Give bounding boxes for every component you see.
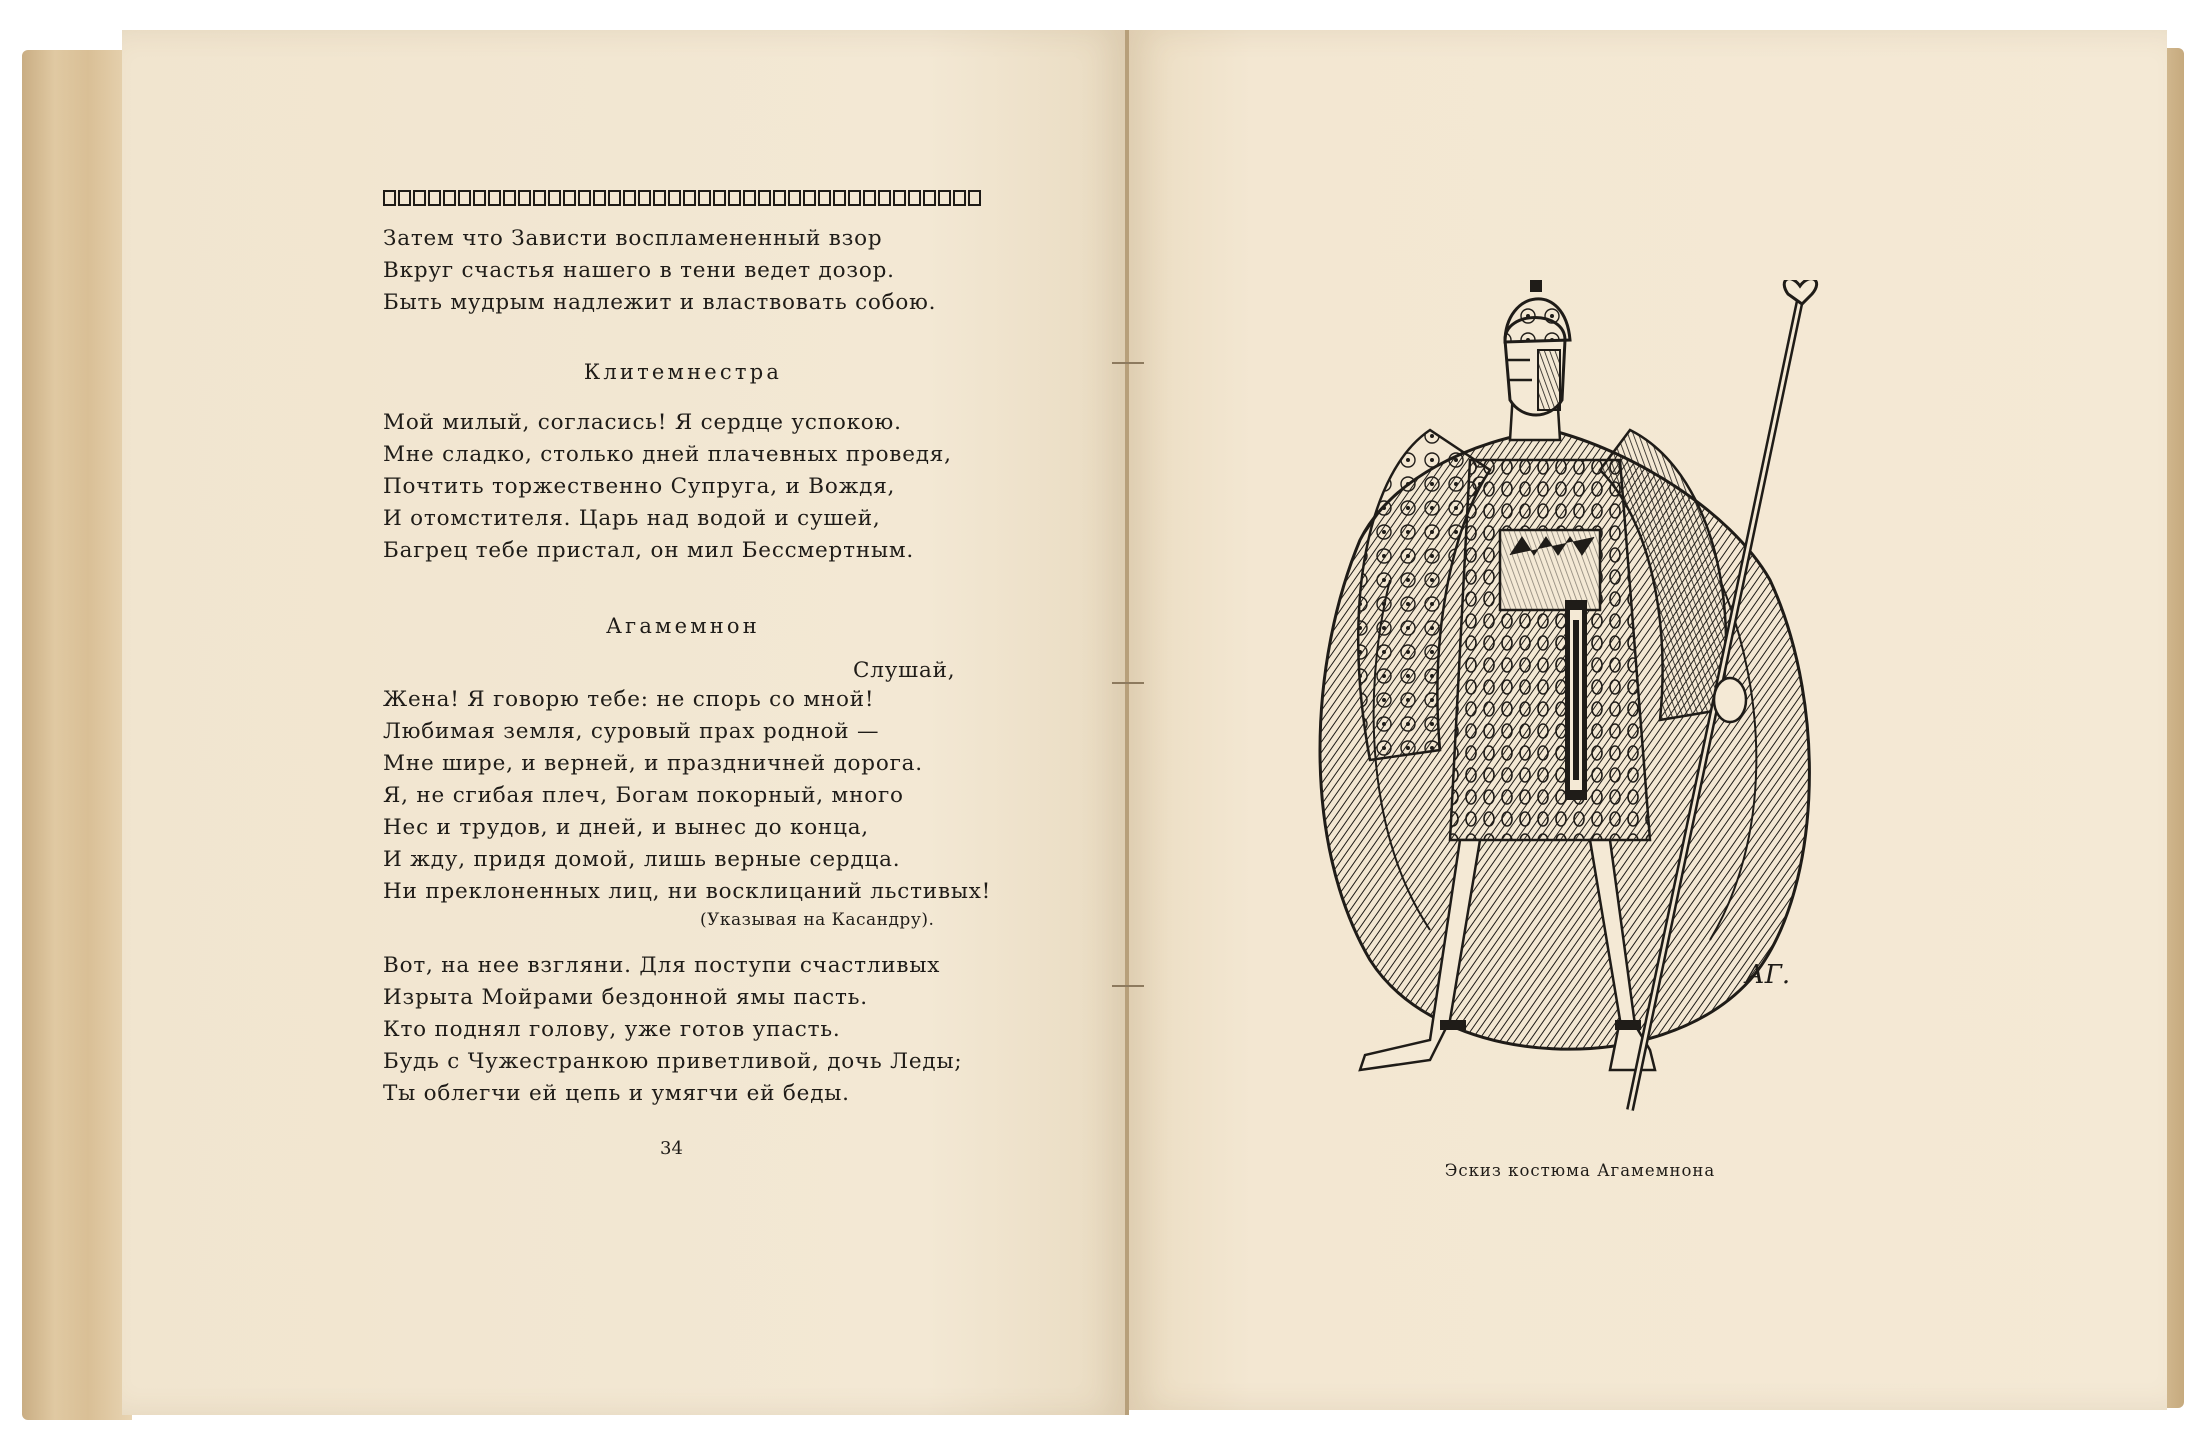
verse-line: Мой милый, согласись! Я сердце успокою. xyxy=(383,410,902,435)
ornament-square xyxy=(653,190,666,206)
book-gutter xyxy=(1125,30,1129,1415)
half-line: Слушай, xyxy=(853,658,956,683)
ornament-square xyxy=(593,190,606,206)
verse-line: Вот, на нее взгляни. Для поступи счастливых xyxy=(383,953,941,978)
verse-line: Ни преклоненных лиц, ни восклицаний льстивых! xyxy=(383,879,992,904)
verse-line: Я, не сгибая плеч, Богам покорный, много xyxy=(383,783,904,808)
stage-direction: (Указывая на Касандру). xyxy=(700,910,935,930)
verse-line: Быть мудрым надлежит и властвовать собою. xyxy=(383,290,937,315)
verse-line: Нес и трудов, и дней, и вынес до конца, xyxy=(383,815,869,840)
ornament-square xyxy=(383,190,396,206)
ornament-square xyxy=(548,190,561,206)
left-page-stack xyxy=(22,50,132,1420)
ornament-square xyxy=(803,190,816,206)
ornament-square xyxy=(953,190,966,206)
costume-sketch-illustration xyxy=(1300,280,1880,1120)
ornament-square xyxy=(848,190,861,206)
ornament-square xyxy=(578,190,591,206)
ornament-square xyxy=(488,190,501,206)
verse-line: И отомстителя. Царь над водой и сушей, xyxy=(383,506,881,531)
verse-line: Жена! Я говорю тебе: не спорь со мной! xyxy=(383,687,875,712)
ornament-square xyxy=(698,190,711,206)
ornament-square xyxy=(833,190,846,206)
ornament-square xyxy=(458,190,471,206)
ornament-square xyxy=(818,190,831,206)
ornament-square xyxy=(608,190,621,206)
ornament-square xyxy=(623,190,636,206)
page-number: 34 xyxy=(660,1138,683,1159)
ornament-square xyxy=(473,190,486,206)
verse-line: И жду, придя домой, лишь верные сердца. xyxy=(383,847,901,872)
ornament-square xyxy=(893,190,906,206)
verse-line: Любимая земля, суровый прах родной — xyxy=(383,719,880,744)
ornament-square xyxy=(638,190,651,206)
stanza-3 xyxy=(383,684,991,908)
ornament-square xyxy=(683,190,696,206)
ornament-square xyxy=(788,190,801,206)
ornament-square xyxy=(533,190,546,206)
illustration-caption: Эскиз костюма Агамемнона xyxy=(1444,1161,1716,1180)
stanza-2 xyxy=(383,407,952,567)
verse-line: Мне шире, и верней, и праздничней дорога. xyxy=(383,751,923,776)
ornament-square xyxy=(968,190,981,206)
verse-line: Изрыта Мойрами бездонной ямы пасть. xyxy=(383,985,868,1010)
verse-line: Вкруг счастья нашего в тени ведет дозор. xyxy=(383,258,895,283)
verse-line: Затем что Зависти воспламененный взор xyxy=(383,226,883,251)
ornament-square xyxy=(398,190,411,206)
artist-signature: АГ. xyxy=(1745,960,1791,990)
ornament-square xyxy=(758,190,771,206)
verse-line: Почтить торжественно Супруга, и Вождя, xyxy=(383,474,896,499)
ornament-square xyxy=(908,190,921,206)
binding-stitch xyxy=(1112,985,1144,987)
ornament-square xyxy=(428,190,441,206)
ornament-square xyxy=(563,190,576,206)
ornament-square xyxy=(923,190,936,206)
ornament-square xyxy=(773,190,786,206)
ornament-square xyxy=(518,190,531,206)
verse-line: Кто поднял голову, уже готов упасть. xyxy=(383,1017,841,1042)
ornament-square xyxy=(938,190,951,206)
verse-line: Багрец тебе пристал, он мил Бессмертным. xyxy=(383,538,915,563)
ornament-square xyxy=(413,190,426,206)
ornament-border xyxy=(383,190,981,206)
ornament-square xyxy=(863,190,876,206)
binding-stitch xyxy=(1112,682,1144,684)
stanza-4 xyxy=(383,950,962,1110)
ornament-square xyxy=(713,190,726,206)
verse-line: Будь с Чужестранкою приветливой, дочь Леды; xyxy=(383,1049,963,1074)
speaker-heading: Клитемнестра xyxy=(583,360,783,384)
stanza-1 xyxy=(383,223,936,319)
verse-line: Мне сладко, столько дней плачевных проведя, xyxy=(383,442,952,467)
ornament-square xyxy=(668,190,681,206)
binding-stitch xyxy=(1112,362,1144,364)
ornament-square xyxy=(878,190,891,206)
ornament-square xyxy=(443,190,456,206)
ornament-square xyxy=(743,190,756,206)
ornament-square xyxy=(503,190,516,206)
verse-line: Ты облегчи ей цепь и умягчи ей беды. xyxy=(383,1081,850,1106)
ornament-square xyxy=(728,190,741,206)
speaker-heading: Агамемнон xyxy=(606,614,760,638)
